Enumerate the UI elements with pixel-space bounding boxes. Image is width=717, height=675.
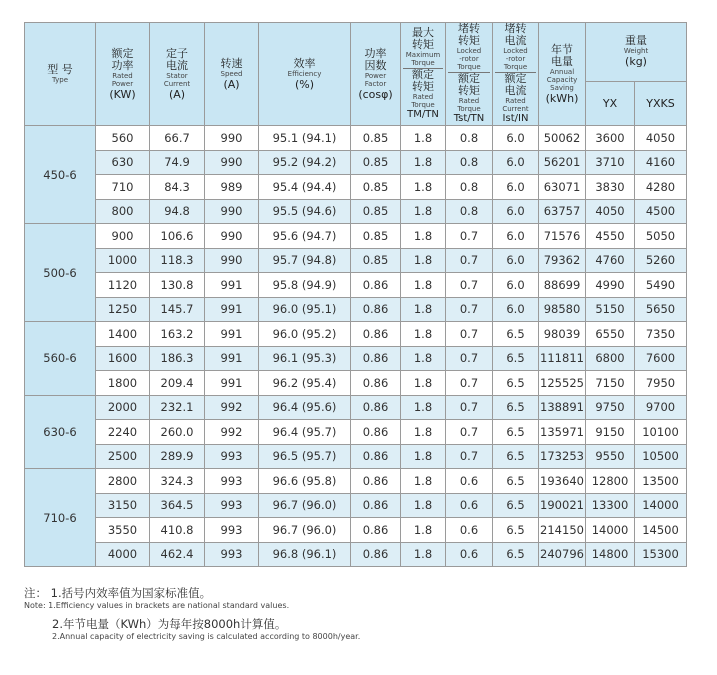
table-cell: 9550: [586, 444, 635, 469]
table-cell: 9750: [586, 395, 635, 420]
table-cell: 6.5: [493, 395, 539, 420]
table-cell: 991: [205, 322, 259, 347]
table-cell: 118.3: [150, 248, 205, 273]
table-cell: 125525: [539, 371, 586, 396]
table-cell: 96.0 (95.1): [259, 297, 351, 322]
table-cell: 96.5 (95.7): [259, 444, 351, 469]
model-cell: 630-6: [25, 395, 96, 469]
table-cell: 1.8: [401, 175, 446, 200]
table-cell: 6.5: [493, 371, 539, 396]
table-cell: 0.7: [446, 322, 493, 347]
table-row: [25, 322, 687, 347]
table-cell: 94.8: [150, 199, 205, 224]
table-cell: 95.1 (94.1): [259, 126, 351, 151]
table-cell: 6.5: [493, 420, 539, 445]
table-row: [25, 273, 687, 298]
table-cell: 5260: [635, 248, 687, 273]
table-cell: 0.7: [446, 420, 493, 445]
table-cell: 10100: [635, 420, 687, 445]
table-cell: 993: [205, 444, 259, 469]
table-cell: 0.86: [351, 518, 401, 543]
table-cell: 2500: [96, 444, 150, 469]
table-cell: 4550: [586, 224, 635, 249]
model-cell: 500-6: [25, 224, 96, 322]
table-cell: 6550: [586, 322, 635, 347]
table-cell: 2000: [96, 395, 150, 420]
table-cell: 186.3: [150, 346, 205, 371]
table-cell: 1.8: [401, 493, 446, 518]
table-cell: 0.6: [446, 542, 493, 567]
table-cell: 15300: [635, 542, 687, 567]
table-cell: 1.8: [401, 420, 446, 445]
table-cell: 991: [205, 297, 259, 322]
table-cell: 13500: [635, 469, 687, 494]
table-cell: 5490: [635, 273, 687, 298]
header-max-torque: 最大 转矩 Maximum Torque 额定 转矩 Rated Torque TM/TN: [401, 23, 446, 126]
table-cell: 4050: [635, 126, 687, 151]
header-efficiency: 效率 Efficiency (%): [259, 23, 351, 126]
table-cell: 992: [205, 395, 259, 420]
table-cell: 111811: [539, 346, 586, 371]
table-cell: 193640: [539, 469, 586, 494]
table-cell: 289.9: [150, 444, 205, 469]
table-row: [25, 493, 687, 518]
table-row: [25, 346, 687, 371]
table-cell: 9150: [586, 420, 635, 445]
table-cell: 14800: [586, 542, 635, 567]
table-cell: 1.8: [401, 395, 446, 420]
table-cell: 6.0: [493, 175, 539, 200]
table-row: [25, 420, 687, 445]
table-cell: 6.5: [493, 322, 539, 347]
table-cell: 190021: [539, 493, 586, 518]
table-cell: 410.8: [150, 518, 205, 543]
table-cell: 0.86: [351, 371, 401, 396]
table-cell: 209.4: [150, 371, 205, 396]
table-cell: 6.5: [493, 542, 539, 567]
table-cell: 0.7: [446, 297, 493, 322]
table-cell: 1.8: [401, 518, 446, 543]
table-cell: 993: [205, 469, 259, 494]
table-cell: 9700: [635, 395, 687, 420]
table-cell: 6800: [586, 346, 635, 371]
table-row: [25, 199, 687, 224]
table-cell: 0.85: [351, 248, 401, 273]
table-cell: 0.7: [446, 395, 493, 420]
table-row: [25, 395, 687, 420]
table-cell: 95.8 (94.9): [259, 273, 351, 298]
header-weight: 重量 Weight (kg): [586, 23, 687, 82]
table-cell: 2800: [96, 469, 150, 494]
header-locked-current: 堵转 电流 Locked -rotor Torque 额定 电流 Rated Current Ist/IN: [493, 23, 539, 126]
table-cell: 800: [96, 199, 150, 224]
table-cell: 6.5: [493, 469, 539, 494]
table-cell: 3710: [586, 150, 635, 175]
table-cell: 95.7 (94.8): [259, 248, 351, 273]
table-cell: 1.8: [401, 248, 446, 273]
table-cell: 10500: [635, 444, 687, 469]
table-cell: 6.0: [493, 150, 539, 175]
table-cell: 96.6 (95.8): [259, 469, 351, 494]
table-cell: 1.8: [401, 371, 446, 396]
table-cell: 1250: [96, 297, 150, 322]
table-cell: 96.2 (95.4): [259, 371, 351, 396]
table-cell: 96.0 (95.2): [259, 322, 351, 347]
model-cell: 560-6: [25, 322, 96, 396]
table-cell: 106.6: [150, 224, 205, 249]
table-cell: 4050: [586, 199, 635, 224]
table-cell: 50062: [539, 126, 586, 151]
table-cell: 13300: [586, 493, 635, 518]
table-cell: 6.0: [493, 297, 539, 322]
note-2-en: 2.Annual capacity of electricity saving is calculated according to 8000h/year.: [52, 632, 361, 641]
header-annual-saving: 年节 电量 Annual Capacity Saving (kWh): [539, 23, 586, 126]
table-cell: 1.8: [401, 542, 446, 567]
table-row: [25, 469, 687, 494]
table-cell: 1600: [96, 346, 150, 371]
table-cell: 0.86: [351, 346, 401, 371]
table-cell: 1400: [96, 322, 150, 347]
table-cell: 240796: [539, 542, 586, 567]
table-cell: 6.0: [493, 248, 539, 273]
table-cell: 0.86: [351, 469, 401, 494]
table-cell: 63071: [539, 175, 586, 200]
table-row: [25, 444, 687, 469]
table-row: [25, 248, 687, 273]
header-locked-torque: 堵转 转矩 Locked -rotor Torque 额定 转矩 Rated Torque Tst/TN: [446, 23, 493, 126]
header-speed: 转速 Speed (A): [205, 23, 259, 126]
table-cell: 7950: [635, 371, 687, 396]
table-cell: 130.8: [150, 273, 205, 298]
table-row: [25, 371, 687, 396]
table-cell: 163.2: [150, 322, 205, 347]
note-2-zh: 2.年节电量（KWh）为每年按8000h计算值。: [52, 617, 287, 631]
header-power-factor: 功率 因数 Power Factor (cosφ): [351, 23, 401, 126]
table-cell: 991: [205, 371, 259, 396]
table-cell: 0.86: [351, 273, 401, 298]
table-cell: 1.8: [401, 469, 446, 494]
table-body: [25, 126, 687, 567]
table-cell: 0.8: [446, 199, 493, 224]
table-cell: 1.8: [401, 224, 446, 249]
table-cell: 900: [96, 224, 150, 249]
table-cell: 145.7: [150, 297, 205, 322]
table-row: [25, 297, 687, 322]
table-cell: 95.5 (94.6): [259, 199, 351, 224]
table-cell: 1.8: [401, 297, 446, 322]
table-cell: 630: [96, 150, 150, 175]
table-cell: 88699: [539, 273, 586, 298]
table-cell: 710: [96, 175, 150, 200]
table-cell: 95.2 (94.2): [259, 150, 351, 175]
table-cell: 96.4 (95.6): [259, 395, 351, 420]
table-cell: 989: [205, 175, 259, 200]
table-row: [25, 126, 687, 151]
table-cell: 3600: [586, 126, 635, 151]
table-cell: 1.8: [401, 444, 446, 469]
table-cell: 0.85: [351, 150, 401, 175]
table-cell: 0.6: [446, 518, 493, 543]
table-cell: 6.0: [493, 224, 539, 249]
table-cell: 0.6: [446, 469, 493, 494]
table-cell: 0.86: [351, 322, 401, 347]
model-cell: 710-6: [25, 469, 96, 567]
table-cell: 63757: [539, 199, 586, 224]
table-cell: 0.7: [446, 444, 493, 469]
table-cell: 96.7 (96.0): [259, 518, 351, 543]
table-cell: 0.86: [351, 493, 401, 518]
header-rated-power: 额定 功率 Rated Power (KW): [96, 23, 150, 126]
table-cell: 0.86: [351, 444, 401, 469]
table-cell: 990: [205, 224, 259, 249]
table-cell: 79362: [539, 248, 586, 273]
table-cell: 0.85: [351, 199, 401, 224]
table-cell: 96.7 (96.0): [259, 493, 351, 518]
table-cell: 0.8: [446, 175, 493, 200]
table-cell: 3830: [586, 175, 635, 200]
table-row: [25, 224, 687, 249]
table-cell: 0.8: [446, 150, 493, 175]
table-cell: 1.8: [401, 126, 446, 151]
table-cell: 5150: [586, 297, 635, 322]
table-cell: 3150: [96, 493, 150, 518]
table-cell: 0.86: [351, 420, 401, 445]
table-cell: 5650: [635, 297, 687, 322]
table-cell: 2240: [96, 420, 150, 445]
table-cell: 990: [205, 126, 259, 151]
table-cell: 95.6 (94.7): [259, 224, 351, 249]
table-cell: 4280: [635, 175, 687, 200]
table-cell: 1120: [96, 273, 150, 298]
table-cell: 6.5: [493, 518, 539, 543]
table-cell: 96.4 (95.7): [259, 420, 351, 445]
table-cell: 6.5: [493, 493, 539, 518]
table-cell: 96.1 (95.3): [259, 346, 351, 371]
note-1-zh: 注： 1.括号内效率值为国家标准值。: [24, 586, 212, 600]
table-cell: 96.8 (96.1): [259, 542, 351, 567]
note-1-en: Note: 1.Efficiency values in brackets are national standard values.: [24, 601, 290, 610]
table-cell: 0.7: [446, 273, 493, 298]
table-cell: 0.86: [351, 542, 401, 567]
model-cell: 450-6: [25, 126, 96, 224]
table-cell: 0.85: [351, 175, 401, 200]
notes: [24, 586, 360, 642]
table-cell: 462.4: [150, 542, 205, 567]
table-cell: 990: [205, 248, 259, 273]
header-weight-yxks: YXKS: [635, 81, 687, 125]
table-cell: 98580: [539, 297, 586, 322]
table-cell: 214150: [539, 518, 586, 543]
table-cell: 84.3: [150, 175, 205, 200]
table-cell: 364.5: [150, 493, 205, 518]
table-cell: 14000: [635, 493, 687, 518]
table-cell: 135971: [539, 420, 586, 445]
table-cell: 324.3: [150, 469, 205, 494]
table-cell: 1.8: [401, 346, 446, 371]
table-cell: 6.0: [493, 126, 539, 151]
header-weight-yx: YX: [586, 81, 635, 125]
table-cell: 14000: [586, 518, 635, 543]
table-cell: 993: [205, 542, 259, 567]
table-cell: 232.1: [150, 395, 205, 420]
table-cell: 0.7: [446, 224, 493, 249]
table-cell: 3550: [96, 518, 150, 543]
table-cell: 0.86: [351, 297, 401, 322]
table-row: [25, 518, 687, 543]
table-cell: 4000: [96, 542, 150, 567]
table-cell: 66.7: [150, 126, 205, 151]
table-row: [25, 542, 687, 567]
table-cell: 6.5: [493, 346, 539, 371]
table-cell: 14500: [635, 518, 687, 543]
table-row: [25, 175, 687, 200]
table-cell: 98039: [539, 322, 586, 347]
table-cell: 560: [96, 126, 150, 151]
table-cell: 993: [205, 493, 259, 518]
table-cell: 1.8: [401, 322, 446, 347]
motor-spec-table: [24, 22, 687, 567]
table-cell: 0.85: [351, 224, 401, 249]
table-cell: 4160: [635, 150, 687, 175]
table-cell: 7150: [586, 371, 635, 396]
table-row: [25, 150, 687, 175]
table-cell: 4990: [586, 273, 635, 298]
table-cell: 71576: [539, 224, 586, 249]
table-cell: 5050: [635, 224, 687, 249]
table-cell: 6.5: [493, 444, 539, 469]
table-cell: 4760: [586, 248, 635, 273]
header-stator-current: 定子 电流 Stator Current (A): [150, 23, 205, 126]
table-cell: 95.4 (94.4): [259, 175, 351, 200]
table-cell: 0.85: [351, 126, 401, 151]
table-cell: 992: [205, 420, 259, 445]
table-cell: 1000: [96, 248, 150, 273]
table-cell: 0.7: [446, 248, 493, 273]
table-cell: 173253: [539, 444, 586, 469]
table-cell: 0.7: [446, 371, 493, 396]
table-cell: 74.9: [150, 150, 205, 175]
table-cell: 0.86: [351, 395, 401, 420]
table-cell: 260.0: [150, 420, 205, 445]
table-cell: 4500: [635, 199, 687, 224]
table-cell: 7350: [635, 322, 687, 347]
table-cell: 1.8: [401, 150, 446, 175]
table-cell: 993: [205, 518, 259, 543]
table-cell: 991: [205, 346, 259, 371]
table-cell: 7600: [635, 346, 687, 371]
table-cell: 6.0: [493, 199, 539, 224]
table-cell: 990: [205, 199, 259, 224]
table-cell: 56201: [539, 150, 586, 175]
table-cell: 6.0: [493, 273, 539, 298]
table-cell: 0.7: [446, 346, 493, 371]
table-cell: 1.8: [401, 273, 446, 298]
table-cell: 991: [205, 273, 259, 298]
table-cell: 0.8: [446, 126, 493, 151]
table-cell: 990: [205, 150, 259, 175]
table-cell: 1.8: [401, 199, 446, 224]
table-cell: 1800: [96, 371, 150, 396]
table-cell: 0.6: [446, 493, 493, 518]
table-cell: 138891: [539, 395, 586, 420]
table-cell: 12800: [586, 469, 635, 494]
header-type: 型 号 Type: [25, 23, 96, 126]
